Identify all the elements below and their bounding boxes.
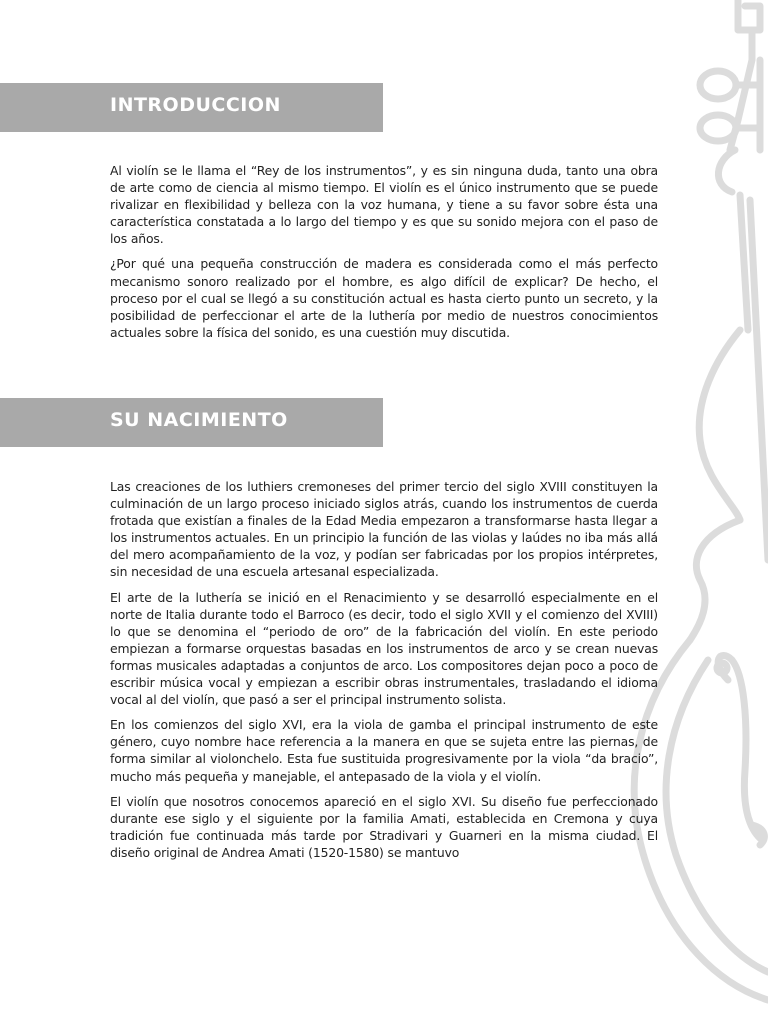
paragraph: El violín que nosotros conocemos apareció en el siglo XVI. Su diseño fue perfeccionado durante ese siglo y el siguiente por la familia Amati, establecida en Cremona y cuya tradición fue continuada más tarde por Stradivari y Guarneri en la misma ciudad. El diseño original de Andrea Amati (1520-1580) se mantuvo <box>110 793 658 860</box>
section-heading: INTRODUCCION <box>110 94 281 116</box>
paragraph: Al violín se le llama el “Rey de los instrumentos”, y es sin ninguna duda, tanto una obra de arte como de ciencia al mismo tiempo. El violín es el único instrumento que se puede rivalizar en flexibilidad y belleza con la voz humana, y tiene a su favor sobre ésta una característica constatada a lo largo del tiempo y es que su sonido mejora con el paso de los años. <box>110 163 658 247</box>
section-heading-bar-su-nacimiento <box>0 398 383 447</box>
section-introduccion <box>110 162 658 349</box>
paragraph: ¿Por qué una pequeña construcción de madera es considerada como el más perfecto mecanismo sonoro realizado por el hombre, es algo difícil de explicar? De hecho, el proceso por el cual se llegó a su constitución actual es hasta cierto punto un secreto, y la posibilidad de perfeccionar el arte de la luthería por medio de nuestros conocimientos actuales sobre la física del sonido, es una cuestión muy discutida. <box>110 256 658 340</box>
section-heading-bar-introduccion <box>0 83 383 132</box>
paragraph: Las creaciones de los luthiers cremoneses del primer tercio del siglo XVIII constituyen la culminación de un largo proceso iniciado siglos atrás, cuando los instrumentos de cuerda frotada que existían a finales de la Edad Media empezaron a transformarse hasta llegar a los instrumentos actuales. En un principio la función de las violas y laúdes no iba más allá del mero acompañamiento de la voz, y podían ser fabricadas por los propios intérpretes, sin necesidad de una escuela artesanal especializada. <box>110 479 658 580</box>
section-heading: SU NACIMIENTO <box>110 409 288 431</box>
paragraph: En los comienzos del siglo XVI, era la viola de gamba el principal instrumento de este género, cuyo nombre hace referencia a la manera en que se sujeta entre las piernas, de forma similar al violonchelo. Esta fue sustituida progresivamente por la viola “da bracio”, mucho más pequeña y manejable, el antepasado de la viola y el violín. <box>110 717 658 784</box>
section-su-nacimiento <box>110 478 658 869</box>
paragraph: El arte de la luthería se inició en el Renacimiento y se desarrolló especialmente en el norte de Italia durante todo el Barroco (es decir, todo el siglo XVII y el comienzo del XVIII) lo que se denomina el “periodo de oro” de la fabricación del violín. En este periodo empiezan a formarse orquestas basadas en los instrumentos de arco y se crean nuevas formas musicales adaptadas a conjuntos de arco. Los compositores dejan poco a poco de escribir música vocal y empiezan a escribir obras instrumentales, trasladando el idioma vocal al del violín, que pasó a ser el principal instrumento solista. <box>110 589 658 708</box>
